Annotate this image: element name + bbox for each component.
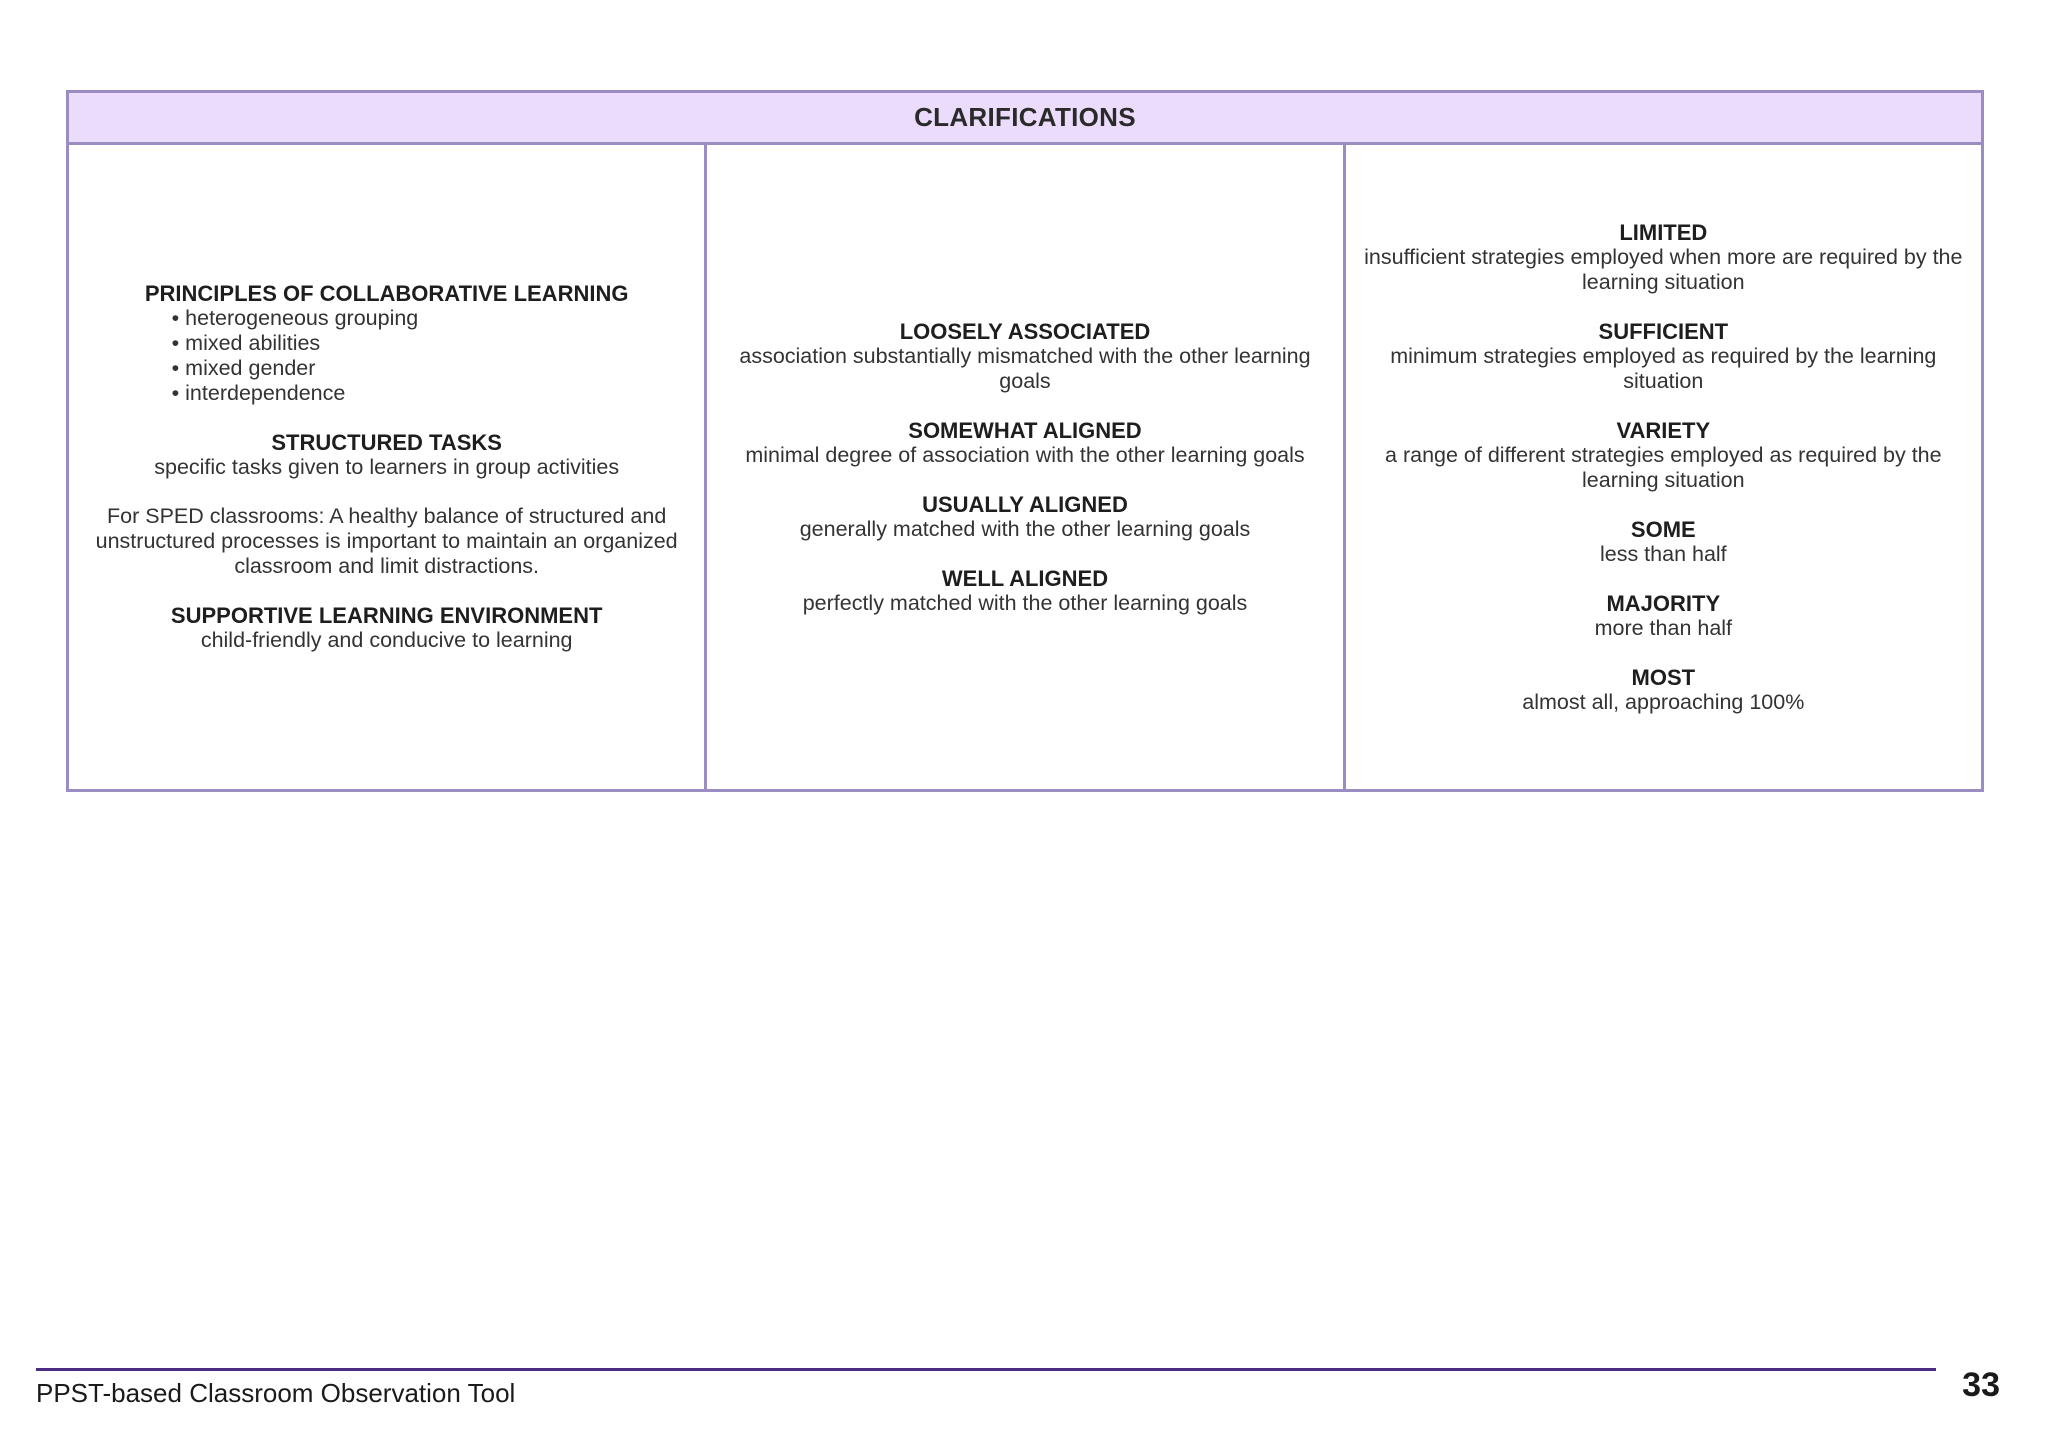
definition-limited: [1363, 220, 1963, 295]
sped-note: For SPED classrooms: A healthy balance of structured and unstructured processes is important to maintain an organized classroom and limit distractions.: [95, 504, 678, 578]
column-collaborative-learning: [69, 145, 704, 789]
definition-description: perfectly matched with the other learning goals: [802, 590, 1248, 615]
column-alignment: [704, 145, 1342, 789]
definition-term: WELL ALIGNED: [941, 565, 1109, 591]
bullet-item: • interdependence: [171, 381, 346, 405]
bullet-item: • mixed gender: [171, 356, 316, 380]
definition-term: MAJORITY: [1606, 590, 1721, 616]
definition-loosely-associated: [721, 319, 1328, 394]
bullet-list: [172, 306, 602, 406]
table-columns: [69, 145, 1981, 789]
definition-description: association substantially mismatched with the other learning goals: [739, 343, 1311, 393]
bullet-item: • mixed abilities: [171, 331, 321, 355]
definition-term: STRUCTURED TASKS: [271, 430, 502, 455]
definition-variety: [1363, 418, 1963, 493]
definition-most: [1522, 665, 1804, 715]
definition-term: MOST: [1631, 664, 1696, 690]
definition-term: LIMITED: [1619, 219, 1708, 245]
definition-term: LOOSELY ASSOCIATED: [899, 318, 1151, 344]
definition-well-aligned: [803, 566, 1248, 616]
definition-description: more than half: [1594, 615, 1733, 640]
definition-description: a range of different strategies employed as required by the learning situation: [1385, 442, 1942, 492]
definition-usually-aligned: [800, 492, 1251, 542]
definition-description: generally matched with the other learning goals: [799, 516, 1251, 541]
clarifications-table: [66, 90, 1984, 792]
footer-divider: [36, 1368, 1936, 1371]
definition-sufficient: [1363, 319, 1963, 394]
table-header: CLARIFICATIONS: [69, 93, 1981, 145]
bullet-item: • heterogeneous grouping: [171, 306, 419, 330]
definition-principles: [145, 281, 629, 406]
column-strategies-frequency: [1343, 145, 1981, 789]
definition-term: SOME: [1630, 516, 1696, 542]
definition-term: SUFFICIENT: [1598, 318, 1729, 344]
definition-description: insufficient strategies employed when more are required by the learning situation: [1364, 244, 1963, 294]
definition-majority: [1595, 591, 1732, 641]
definition-description: minimal degree of association with the other learning goals: [745, 442, 1305, 467]
definition-description: minimum strategies employed as required by the learning situation: [1390, 343, 1937, 393]
definition-term: VARIETY: [1616, 417, 1711, 443]
definition-term: SOMEWHAT ALIGNED: [908, 417, 1142, 443]
definition-somewhat-aligned: [745, 418, 1304, 468]
definition-description: almost all, approaching 100%: [1522, 689, 1805, 714]
definition-term: SUPPORTIVE LEARNING ENVIRONMENT: [170, 603, 603, 628]
definition-term: USUALLY ALIGNED: [922, 491, 1128, 517]
definition-structured-tasks: [154, 430, 619, 480]
footer-title: PPST-based Classroom Observation Tool: [36, 1378, 516, 1408]
page-number: 33: [1962, 1366, 2000, 1404]
definition-some: [1600, 517, 1727, 567]
definition-description: specific tasks given to learners in group activities: [154, 455, 620, 479]
definition-description: child-friendly and conducive to learning: [200, 628, 573, 652]
definition-supportive-environment: [171, 603, 602, 653]
definition-description: less than half: [1599, 541, 1727, 566]
definition-term: PRINCIPLES OF COLLABORATIVE LEARNING: [144, 281, 629, 306]
